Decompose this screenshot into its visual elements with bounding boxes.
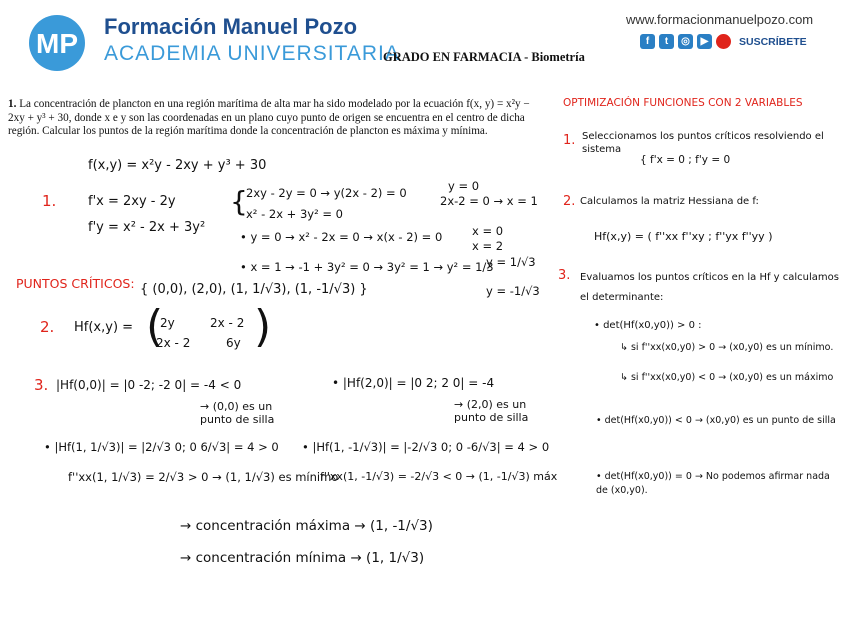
conclusion-min: → concentración mínima → (1, 1/√3) <box>180 550 425 566</box>
hessian-1-neg-fxx: f''xx(1, -1/√3) = -2/√3 < 0 → (1, -1/√3) máx <box>320 470 558 483</box>
guide-step1-system: { f'x = 0 ; f'y = 0 <box>640 154 731 166</box>
step1-label: 1. <box>42 192 57 210</box>
youtube-icon[interactable]: ▶ <box>697 34 712 49</box>
notification-bell-icon[interactable] <box>716 34 731 49</box>
guide-step3: Evaluamos los puntos críticos en la Hf y calculamos el determinante: <box>580 272 839 303</box>
problem-text: La concentración de plancton en una región marítima de alta mar ha sido modelado por la ecuación f(x, y) = x²y − 2xy + y³ + 30, donde x e y son las coordenadas en un plano cuyo punto de origen se encuentra en el centro de dicha región. Calcular los puntos de la región marítima donde la concentración de plancton es máxima y mínima. <box>8 98 530 137</box>
critical-points-label: PUNTOS CRÍTICOS: <box>16 276 135 291</box>
partial-x: f'x = 2xy - 2y <box>88 194 176 209</box>
brand-title: Formación Manuel Pozo <box>104 14 358 39</box>
system-eq1-a: y = 0 <box>448 179 480 193</box>
hessian-1-neg: • |Hf(1, -1/√3)| = |-2/√3 0; 0 -6/√3| = 4 > 0 <box>302 440 550 454</box>
guide-bullet-negative: • det(Hf(x0,y0)) < 0 → (x0,y0) es un punto de silla <box>596 415 836 426</box>
hessian-paren-left: ( <box>146 301 164 352</box>
twitter-icon[interactable]: t <box>659 34 674 49</box>
logo-mark <box>22 14 92 72</box>
facebook-icon[interactable]: f <box>640 34 655 49</box>
hessian-00-note: → (0,0) es un punto de silla <box>200 400 275 426</box>
hessian-20: • |Hf(2,0)| = |0 2; 2 0| = -4 <box>332 376 495 390</box>
guide-step3-num: 3. <box>558 268 571 283</box>
guide-title: OPTIMIZACIÓN FUNCIONES CON 2 VARIABLES <box>563 97 803 109</box>
guide-bullet-positive-min: ↳ si f''xx(x0,y0) > 0 → (x0,y0) es un mínimo. <box>620 342 834 353</box>
step2-label: 2. <box>40 318 55 336</box>
conclusion-max: → concentración máxima → (1, -1/√3) <box>180 518 433 534</box>
guide-bullet-zero: • det(Hf(x0,y0)) = 0 → No podemos afirmar nada de (x0,y0). <box>596 471 830 496</box>
system-brace: { <box>230 185 248 218</box>
logo-text: MP <box>36 28 78 59</box>
hessian-20-note: → (2,0) es un punto de silla <box>454 398 529 424</box>
guide-bullet-positive-max: ↳ si f''xx(x0,y0) < 0 → (x0,y0) es un máximo <box>620 372 834 383</box>
guide-step2: Calculamos la matriz Hessiana de f: <box>580 196 759 207</box>
hessian-00: |Hf(0,0)| = |0 -2; -2 0| = -4 < 0 <box>56 378 242 392</box>
step3-label: 3. <box>34 376 49 394</box>
hessian-m11: 2y <box>160 316 175 330</box>
subscribe-button[interactable]: SUSCRÍBETE <box>739 35 807 48</box>
guide-step2-num: 2. <box>563 194 576 209</box>
case-y0-a: x = 0 <box>472 224 504 238</box>
case-y0-b: x = 2 <box>472 239 504 253</box>
critical-points-set: { (0,0), (2,0), (1, 1/√3), (1, -1/√3) } <box>140 282 368 297</box>
site-url[interactable]: www.formacionmanuelpozo.com <box>626 12 814 27</box>
function-definition: f(x,y) = x²y - 2xy + y³ + 30 <box>88 158 267 173</box>
guide-bullet-positive: • det(Hf(x0,y0)) > 0 : <box>594 320 702 331</box>
case-x1-b: y = -1/√3 <box>486 284 540 298</box>
brand-subtitle: ACADEMIA UNIVERSITARIA <box>104 42 400 65</box>
system-eq2: x² - 2x + 3y² = 0 <box>246 207 343 221</box>
hessian-m12: 2x - 2 <box>210 316 245 330</box>
social-bar <box>640 34 807 49</box>
instagram-icon[interactable]: ◎ <box>678 34 693 49</box>
hessian-m22: 6y <box>226 336 241 350</box>
guide-step2-hessian: Hf(x,y) = ( f''xx f''xy ; f''yx f''yy ) <box>594 230 773 243</box>
case-x1: • x = 1 → -1 + 3y² = 0 → 3y² = 1 → y² = 1/3 <box>240 260 494 274</box>
partial-y: f'y = x² - 2x + 3y² <box>88 220 206 235</box>
hessian-paren-right: ) <box>254 301 272 352</box>
guide-step1: Seleccionamos los puntos críticos resolviendo el sistema <box>582 131 824 155</box>
course-title: GRADO EN FARMACIA - Biometría <box>383 50 585 64</box>
case-y0: • y = 0 → x² - 2x = 0 → x(x - 2) = 0 <box>240 230 443 244</box>
case-x1-a: y = 1/√3 <box>486 255 536 269</box>
hessian-1-pos-fxx: f''xx(1, 1/√3) = 2/√3 > 0 → (1, 1/√3) es mínimo <box>68 470 339 484</box>
problem-number: 1. <box>8 98 17 110</box>
hessian-1-pos: • |Hf(1, 1/√3)| = |2/√3 0; 0 6/√3| = 4 > 0 <box>44 440 279 454</box>
guide-step1-num: 1. <box>563 133 576 148</box>
hessian-m21: 2x - 2 <box>156 336 191 350</box>
system-eq1: 2xy - 2y = 0 → y(2x - 2) = 0 <box>246 186 407 200</box>
problem-statement <box>8 98 546 139</box>
system-eq1-b: 2x-2 = 0 → x = 1 <box>440 194 538 208</box>
hessian-lhs: Hf(x,y) = <box>74 320 134 335</box>
